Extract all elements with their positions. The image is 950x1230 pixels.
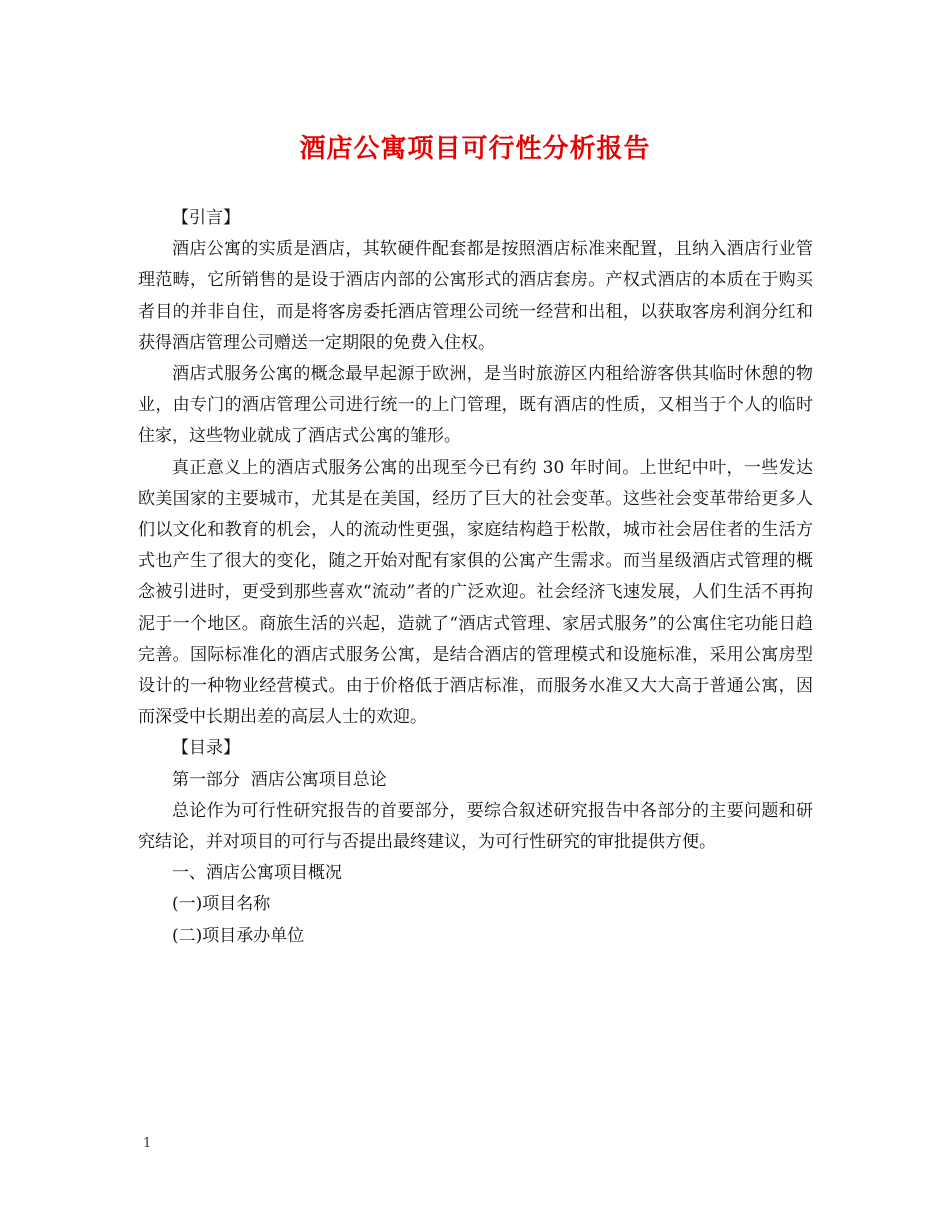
paragraph-overview: 总论作为可行性研究报告的首要部分，要综合叙述研究报告中各部分的主要问题和研究结论，并对项目的可行与否提出最终建议，为可行性研究的审批提供方便。 <box>138 800 813 853</box>
page-number: 1 <box>143 1136 152 1151</box>
paragraph-definition: 酒店公寓的实质是酒店，其软硬件配套都是按照酒店标准来配置，且纳入酒店行业管理范畴，它所销售的是设于酒店内部的公寓形式的酒店套房。产权式酒店的本质在于购买者目的并非自住，而是将客房委托酒店管理公司统一经营和出租，以获取客房利润分红和获得酒店管理公司赠送一定期限的免费入住权。 <box>138 239 813 353</box>
document-body <box>138 203 813 952</box>
document-title: 酒店公寓项目可行性分析报告 <box>299 134 651 164</box>
part-one-heading: 第一部分 酒店公寓项目总论 <box>172 769 387 790</box>
item-project-undertaker: (二)项目承办单位 <box>172 925 305 946</box>
chapter-one-heading: 一、酒店公寓项目概况 <box>172 863 342 884</box>
paragraph-origin: 酒店式服务公寓的概念最早起源于欧洲，是当时旅游区内租给游客供其临时休憩的物业，由专门的酒店管理公司进行统一的上门管理，既有酒店的性质，又相当于个人的临时住家，这些物业就成了酒店式公寓的雏形。 <box>138 364 813 447</box>
section-heading-contents: 【目录】 <box>172 738 240 759</box>
paragraph-history: 真正意义上的酒店式服务公寓的出现至今已有约 30 年时间。上世纪中叶，一些发达欧美国家的主要城市，尤其是在美国，经历了巨大的社会变革。这些社会变革带给更多人们以文化和教育的机会，人的流动性更强，家庭结构趋于松散，城市社会居住者的生活方式也产生了很大的变化，随之开始对配有家俱的公寓产生需求。而当星级酒店式管理的概念被引进时，更受到那些喜欢“流动”者的广泛欢迎。社会经济飞速发展，人们生活不再拘泥于一个地区。商旅生活的兴起，造就了“酒店式管理、家居式服务”的公寓住宅功能日趋完善。国际标准化的酒店式服务公寓，是结合酒店的管理模式和设施标准，采用公寓房型设计的一种物业经营模式。由于价格低于酒店标准，而服务水准又大大高于普通公寓，因而深受中长期出差的高层人士的欢迎。 <box>138 457 813 728</box>
section-heading-introduction: 【引言】 <box>172 208 240 228</box>
item-project-name: (一)项目名称 <box>172 894 271 915</box>
